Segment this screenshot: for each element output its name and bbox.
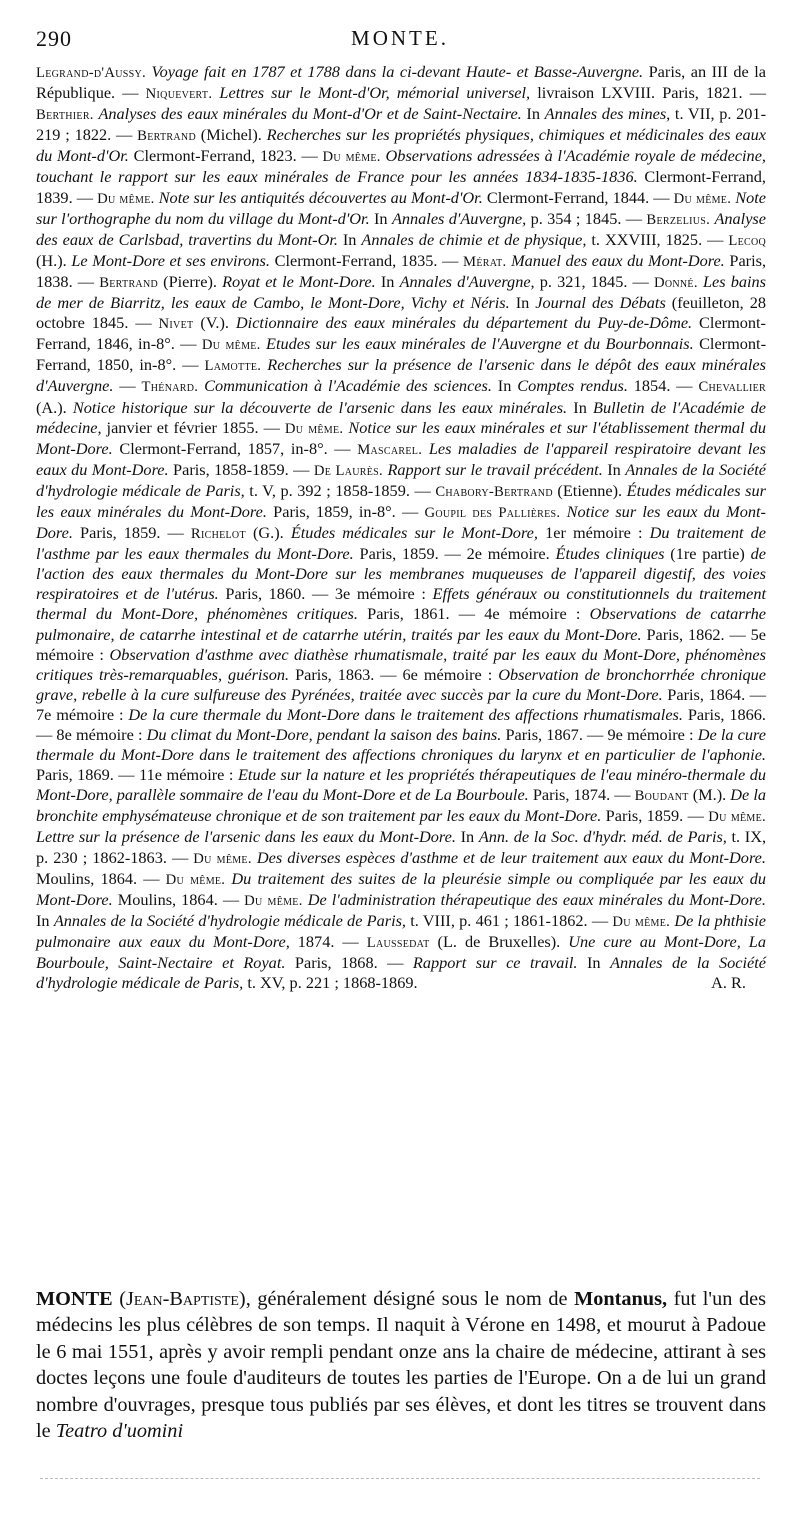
bibliography-paragraph <box>36 62 766 993</box>
work-title: De l'administration thérapeutique des eaux minérales du Mont-Dore. <box>307 889 766 909</box>
work-title: Des diverses espèces d'asthme et de leur traitement aux eaux du Mont-Dore. <box>256 847 766 867</box>
citation-text: Paris, 1860. — 3e mémoire : <box>218 584 433 604</box>
citation-text: Paris, 1859. — <box>72 523 191 543</box>
work-title: Effets généraux ou constitutionnels du traitement thermal du Mont-Dore, phénomènes critiques. <box>36 584 767 624</box>
author-name: Chabory-Bertrand <box>435 483 553 500</box>
work-title: Une cure au Mont-Dore, La Bourboule, Saint-Nectaire et Royat. <box>36 931 766 973</box>
citation-text: In <box>375 271 400 291</box>
citation-text: (feuilleton, 28 octobre 1845. — <box>36 293 766 333</box>
entry-work-title: Teatro d'uomini <box>55 1420 184 1443</box>
citation-text: 1er mémoire : <box>537 523 650 543</box>
entry-text-1: , généralement désigné sous le nom de <box>245 1288 575 1310</box>
citation-text: Clermont-Ferrand, 1846, in-8°. — <box>36 313 766 354</box>
citation-text: (Etienne). <box>552 480 627 500</box>
work-title: Etude sur la nature et les propriétés thérapeutiques de l'eau minéro-thermale du Mont-Dore, parallèle sommaire de l'eau du Mont-Dore et de La Bourboule. <box>36 765 766 805</box>
author-name: Berzelius. <box>646 211 711 228</box>
citation-text: t. XV, p. 221 ; 1868-1869. <box>243 973 418 993</box>
citation-text: Paris, 1858-1859. — <box>168 459 314 479</box>
citation-text: Paris, 1874. — <box>528 785 635 805</box>
work-title: Note sur les antiquités découvertes au Mont-d'Or. <box>158 187 483 207</box>
work-title: Communication à l'Académie des sciences. <box>204 376 492 396</box>
author-name: Mérat. <box>462 253 507 270</box>
work-title: Le Mont-Dore et ses environs. <box>71 250 270 270</box>
citation-text: In <box>577 953 611 973</box>
author-name: Niquevert. <box>145 86 213 103</box>
citation-text: In <box>521 104 545 124</box>
author-name: Lamotte. <box>204 358 262 375</box>
author-name: Boudant <box>634 788 689 805</box>
page-number: 290 <box>36 26 72 51</box>
citation-text: Paris, 1866. — 8e mémoire : <box>36 704 766 744</box>
work-title: Dictionnaire des eaux minérales du département du Puy-de-Dôme. <box>235 313 693 333</box>
citation-text: Paris, 1859, in-8°. — <box>266 501 425 521</box>
citation-text: t. VIII, p. 461 ; 1861-1862. — <box>406 910 613 930</box>
citation-text: Moulins, 1864. — <box>36 868 166 888</box>
work-title: Annales d'Auvergne, <box>399 271 535 291</box>
work-title: Ann. de la Soc. d'hydr. méd. de Paris, <box>478 827 727 847</box>
citation-text: (L. de Bruxelles). <box>429 931 569 951</box>
citation-text: In <box>602 459 626 479</box>
citation-text: p. 321, 1845. — <box>534 271 654 291</box>
citation-text: (H.). <box>36 250 72 270</box>
author-name: Donné. <box>653 274 698 291</box>
work-title: De la bronchite emphysémateuse chronique et de son traitement par les eaux du Mont-Dore. <box>36 785 766 826</box>
author-name: Bertrand <box>99 274 158 291</box>
citation-text: t. XXVIII, 1825. — <box>586 229 729 249</box>
work-title: Note sur l'orthographe du nom du village du Mont-d'Or. <box>36 187 766 228</box>
work-title: De la phthisie pulmonaire aux eaux du Mont-Dore, <box>36 910 767 951</box>
author-name: Du même. <box>284 420 344 437</box>
author-name: Du même. <box>322 149 381 166</box>
citation-text: Paris, 1859. — <box>601 806 709 826</box>
work-title: Bulletin de l'Académie de médecine, <box>36 397 766 437</box>
author-name: Du même. <box>612 913 671 930</box>
work-title: Rapport sur ce travail. <box>412 953 578 973</box>
work-title: Etudes sur les eaux minérales de l'Auvergne et du Bourbonnais. <box>266 334 694 354</box>
work-title: Annales de la Société d'hydrologie médicale de Paris, <box>53 910 407 930</box>
citation-text: Clermont-Ferrand, 1857, in-8°. — <box>112 438 358 458</box>
citation-text: Clermont-Ferrand, 1850, in-8°. — <box>36 334 766 375</box>
work-title: Manuel des eaux du Mont-Dore. <box>511 250 725 270</box>
citation-text: (G.). <box>245 523 291 543</box>
work-title: Observation d'asthme avec diathèse rhumatismale, traité par les eaux du Mont-Dore, phénomènes critiques très-remarquables, guérison. <box>36 644 766 684</box>
citation-text: (1re partie) <box>664 544 751 564</box>
running-title: MONTE. <box>351 26 449 50</box>
citation-text: janvier et février 1855. — <box>101 417 285 437</box>
article-monte <box>36 1286 766 1444</box>
work-title: Annales de la Société d'hydrologie médicale de Paris, <box>36 459 767 500</box>
citation-text: t. IX, p. 230 ; 1862-1863. — <box>36 827 767 867</box>
citation-text: (Pierre). <box>158 271 223 291</box>
work-title: Annales de la Société d'hydrologie médicale de Paris, <box>36 953 767 993</box>
citation-text: In <box>455 827 479 847</box>
citation-text: 1854. — <box>627 376 699 396</box>
citation-text: Paris, 1838. — <box>36 250 767 291</box>
work-title: Journal des Débats <box>535 293 666 313</box>
page-header <box>36 26 764 56</box>
work-title: Rapport sur le travail précédent. <box>387 459 603 479</box>
citation-text: — <box>113 376 142 396</box>
author-name: Goupil des Pallières. <box>424 504 561 521</box>
work-title: De la cure thermale du Mont-Dore dans le traitement des affections rhumatismales. <box>128 704 683 724</box>
citation-text: (A.). <box>36 397 73 417</box>
author-name: Du même. <box>165 871 226 888</box>
work-title: Annales de chimie et de physique, <box>361 229 587 249</box>
work-title: Recherches sur la présence de l'arsenic dans le dépôt des eaux minérales d'Auvergne. <box>36 355 766 396</box>
work-title: Analyses des eaux minérales du Mont-d'Or et de Saint-Nectaire. <box>98 104 522 124</box>
author-name: Berthier. <box>36 107 94 124</box>
author-name: Du même. <box>673 190 732 207</box>
citation-text: t. VII, p. 201-219 ; 1822. — <box>36 104 766 145</box>
work-title: Notice sur les eaux du Mont-Dore. <box>36 501 766 543</box>
author-name: Bertrand <box>137 128 196 145</box>
citation-text: Clermont-Ferrand, 1839. — <box>36 167 766 207</box>
citation-text: 1874. — <box>289 931 367 951</box>
citation-text: (V.). <box>193 313 236 333</box>
author-name: Mascarel. <box>357 441 423 458</box>
bibliography-text <box>36 62 766 992</box>
work-title: Voyage fait en 1787 et 1788 dans la ci-devant Haute- et Basse-Auvergne. <box>151 62 644 81</box>
citation-text: In <box>369 208 392 228</box>
citation-text: In <box>567 397 594 417</box>
work-title: Observations adressées à l'Académie royale de médecine, touchant le rapport sur les eaux minérales de France pour les années 1834-1835-1836. <box>36 146 766 187</box>
citation-text: Paris, 1861. — 4e mémoire : <box>357 604 590 624</box>
work-title: Lettre sur la présence de l'arsenic dans les eaux du Mont-Dore. <box>36 827 456 847</box>
work-title: Du climat du Mont-Dore, pendant la saison des bains. <box>146 725 502 744</box>
work-title: Annales d'Auvergne, <box>391 208 527 228</box>
entry-given-name: (Jean-Baptiste) <box>119 1288 246 1310</box>
work-title: Du traitement des suites de la pleurésie simple ou compliquée par les eaux du Mont-Dore. <box>36 868 766 909</box>
page-footer-rule <box>40 1478 760 1479</box>
author-name: Du même. <box>244 892 303 909</box>
citation-text: Paris, 1862. — 5e mémoire : <box>36 624 766 664</box>
author-name: Du même. <box>708 809 766 826</box>
citation-text: Clermont-Ferrand, 1844. — <box>482 187 674 207</box>
author-name: Nivet <box>158 316 194 333</box>
citation-text: In <box>36 910 54 930</box>
citation-text: In <box>509 293 536 313</box>
citation-text: livraison LXVIII. Paris, 1821. — <box>530 83 767 103</box>
citation-text: Paris, 1869. — 11e mémoire : <box>36 765 238 785</box>
citation-text: Paris, an III de la République. — <box>36 62 766 103</box>
citation-text: p. 354 ; 1845. — <box>526 208 647 228</box>
work-title: Les maladies de l'appareil respiratoire devant les eaux du Mont-Dore. <box>36 438 766 479</box>
citation-text: In <box>337 229 362 249</box>
citation-text <box>422 439 429 458</box>
author-name: Chevallier <box>698 379 767 396</box>
work-title: Annales des mines, <box>544 104 671 124</box>
citation-text: Clermont-Ferrand, 1823. — <box>128 146 323 166</box>
work-title: Observation de bronchorrhée chronique grave, rebelle à la cure sulfureuse des Pyrénées, traitée avec succès par la cure du Mont-Dore. <box>36 664 767 704</box>
citation-text: In <box>491 376 518 396</box>
work-title: Du traitement de l'asthme par les eaux thermales du Mont-Dore. <box>36 523 767 564</box>
author-name: De Laurès. <box>313 462 383 479</box>
author-name: Legrand-d'Aussy. <box>36 65 146 81</box>
citation-text: Paris, 1863. — 6e mémoire : <box>289 664 499 684</box>
work-title: Notice sur les eaux minérales et sur l'établissement thermal du Mont-Dore. <box>36 417 766 458</box>
work-title: Études cliniques <box>555 544 665 564</box>
work-title: de l'action des eaux thermales du Mont-Dore sur les membranes muqueuses de l'appareil digestif, des voies respiratoires et de l'utérus. <box>36 544 766 604</box>
work-title: Études médicales sur le Mont-Dore, <box>290 523 538 543</box>
author-name: Du même. <box>201 337 261 354</box>
author-name: Lecoq <box>728 232 767 249</box>
work-title: De la cure thermale du Mont-Dore dans le traitement des affections chroniques du larynx et en particulier de l'aphonie. <box>36 725 767 765</box>
work-title: Analyse des eaux de Carlsbad, travertins du Mont-Or. <box>36 208 766 249</box>
citation-text: Paris, 1867. — 9e mémoire : <box>501 725 698 744</box>
citation-text: t. V, p. 392 ; 1858-1859. — <box>244 480 436 500</box>
work-title: Les bains de mer de Biarritz, les eaux de Cambo, le Mont-Dore, Vichy et Néris. <box>36 271 767 313</box>
citation-text: Paris, 1868. — <box>285 953 413 973</box>
work-title: Lettres sur le Mont-d'Or, mémorial universel, <box>219 83 531 103</box>
citation-text: (M.). <box>688 785 731 805</box>
work-title: Royat et le Mont-Dore. <box>222 271 376 291</box>
citation-text: Moulins, 1864. — <box>112 889 245 909</box>
author-name: Du même. <box>97 190 155 207</box>
author-name: Thénard. <box>141 379 199 396</box>
author-name: Laussedat <box>366 934 430 951</box>
entry-headword: MONTE <box>36 1288 113 1310</box>
entry-text-2: fut l'un des médecins les plus célèbres de son temps. Il naquit à Vérone en 1498, et mourut à Padoue le 6 mai 1551, après y avoir rempli pendant onze ans la chaire de médecine, attirant à ses doctes leçons une foule d'auditeurs de toutes les parties de l'Europe. On a de lui un grand nombre d'ouvrages, presque tous publiés par ses élèves, et dont les titres se trouvent dans le <box>36 1288 766 1443</box>
work-title: Observations de catarrhe pulmonaire, de catarrhe intestinal et de catarrhe utérin, traités par les eaux du Mont-Dore. <box>36 604 766 644</box>
entry-latin-name: Montanus, <box>574 1288 668 1310</box>
author-name: Richelot <box>190 526 246 543</box>
citation-text: (Michel). <box>195 125 267 145</box>
author-name: Du même. <box>193 850 252 867</box>
work-title: Recherches sur les propriétés physiques, chimiques et médicinales des eaux du Mont-d'Or. <box>36 125 766 166</box>
citation-text: Paris, 1859. — 2e mémoire. <box>353 544 556 564</box>
work-title: Comptes rendus. <box>517 376 628 396</box>
citation-text: Clermont-Ferrand, 1835. — <box>269 250 463 270</box>
citation-text: Paris, 1864. — 7e mémoire : <box>36 684 766 724</box>
author-signature: A. R. <box>711 973 746 993</box>
work-title: Études médicales sur les eaux minérales du Mont-Dore. <box>36 480 766 521</box>
work-title: Notice historique sur la découverte de l'arsenic dans les eaux minérales. <box>72 397 568 417</box>
